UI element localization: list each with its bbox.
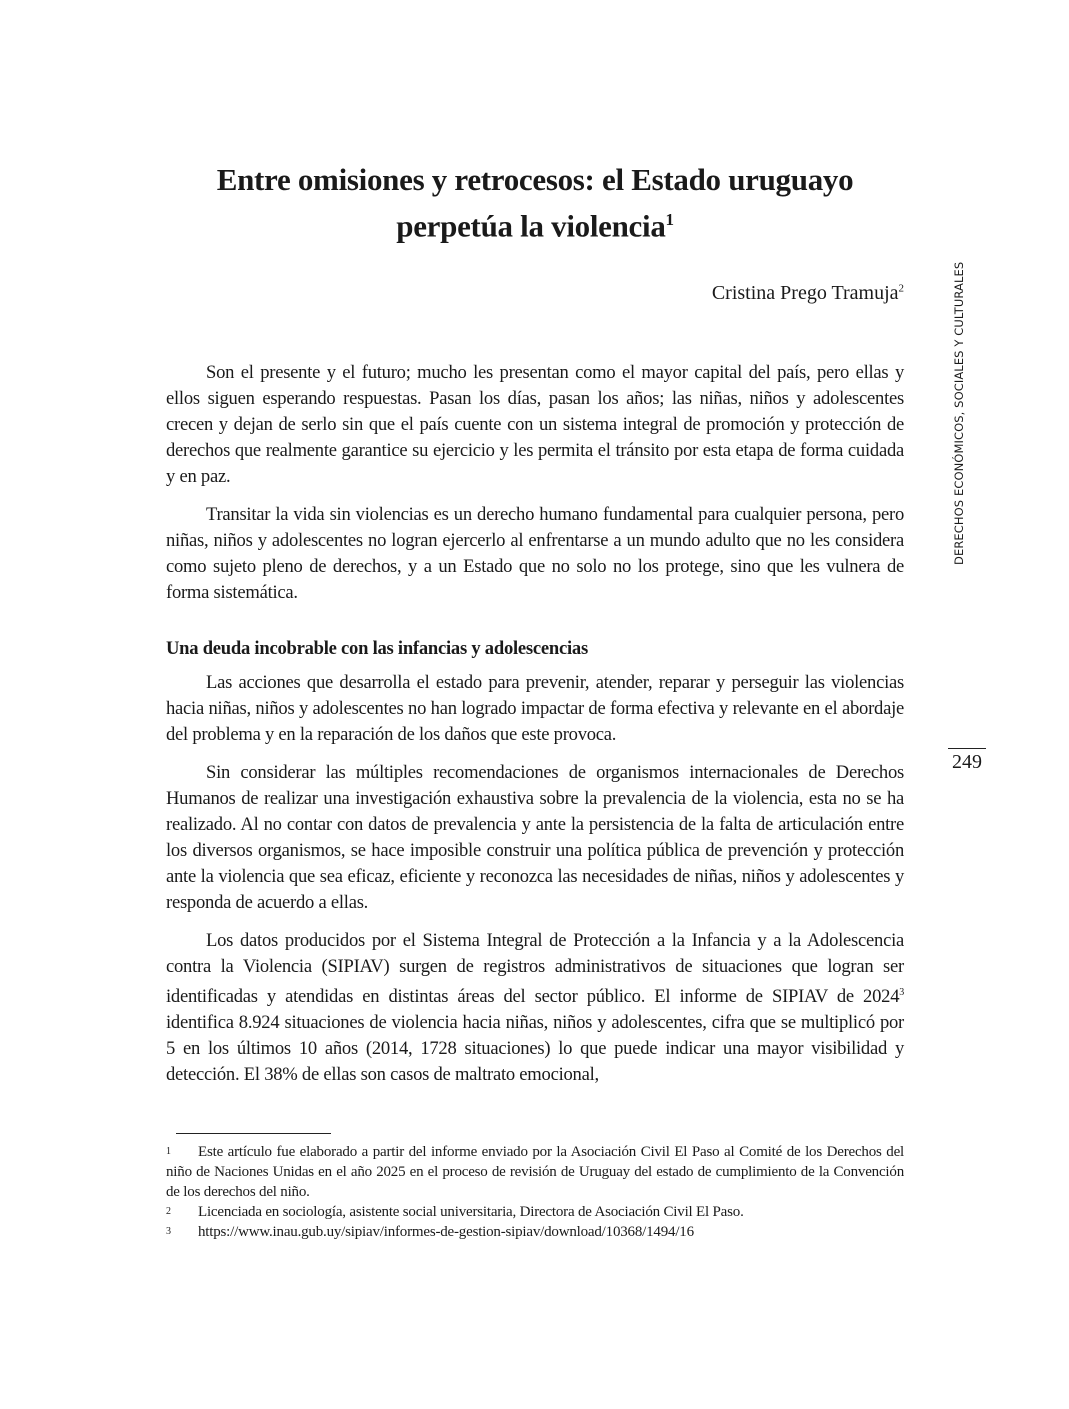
footnote (166, 1202, 904, 1222)
title-line-2: perpetúa la violencia (396, 208, 666, 244)
footnote-text: Este artículo fue elaborado a partir del informe enviado por la Asociación Civil El Paso al Comité de los Derechos del niño de Naciones Unidas en el año 2025 en el proceso de revisión de Uruguay del estado de cumplimiento de la Convención de los derechos del niño. (166, 1144, 904, 1200)
footnote-ref[interactable]: 3 (899, 987, 904, 998)
running-head: DERECHOS ECONÓMICOS, SOCIALES Y CULTURALES (952, 261, 966, 565)
title-line-1: Entre omisiones y retrocesos: el Estado uruguayo (216, 162, 854, 197)
footnote-text: Licenciada en sociología, asistente social universitaria, Directora de Asociación Civil El Paso. (198, 1204, 744, 1220)
paragraph: Transitar la vida sin violencias es un derecho humano fundamental para cualquier persona, pero niñas, niños y adolescentes no logran ejercerlo al enfrentarse a un mundo adulto que no les considera como sujeto pleno de derechos, y a un Estado que no solo no los protege, sino que les vulnera de forma sistemática. (166, 504, 904, 603)
footnote-ref[interactable]: 1 (665, 210, 674, 229)
section-heading: Una deuda incobrable con las infancias y adolescencias (166, 638, 588, 659)
paragraph-text: identifica 8.924 situaciones de violencia hacia niñas, niños y adolescentes, cifra que se multiplicó por 5 en los últimos 10 años (2014, 1728 situaciones) lo que puede indicar una mayor visibilidad y detección. El 38% de ellas son casos de maltrato emocional, (166, 1012, 904, 1086)
footnote (166, 1222, 904, 1242)
footnote-number: 3 (166, 1226, 171, 1237)
footnote-number: 1 (166, 1146, 171, 1157)
paragraph: Son el presente y el futuro; mucho les presentan como el mayor capital del país, pero ellas y ellos siguen esperando respuestas. Pasan los días, pasan los años; las niñas, niños y adolescentes crecen y dejan de serlo sin que el país cuente con un sistema integral de promoción y protección de derechos que realmente garantice su ejercicio y les permita el tránsito por esta etapa de forma cuidada y en paz. (166, 362, 904, 487)
footnote-ref[interactable]: 2 (898, 282, 904, 295)
paragraph: Las acciones que desarrolla el estado para prevenir, atender, reparar y perseguir las violencias hacia niñas, niños y adolescentes no han logrado impactar de forma efectiva y relevante en el abordaje del problema y en la reparación de los daños que este provoca. (166, 672, 904, 745)
footnote (166, 1142, 904, 1202)
paragraph-text: Los datos producidos por el Sistema Integral de Protección a la Infancia y a la Adolescencia contra la Violencia (SIPIAV) surgen de registros administrativos de situaciones que logran ser identificadas y atendidas en distintas áreas del sector público. El informe de SIPIAV de 2024 (166, 930, 904, 1008)
footnotes (166, 1133, 904, 1242)
page-number: 249 (948, 748, 986, 774)
footnote-divider (176, 1133, 331, 1134)
article-body (166, 360, 904, 1100)
paragraph: Sin considerar las múltiples recomendaciones de organismos internacionales de Derechos Humanos de realizar una investigación exhaustiva sobre la prevalencia de la violencia, esta no se ha realizado. Al no contar con datos de prevalencia y ante la persistencia de la falta de articulación entre los diversos organismos, se hace imposible construir una política pública de prevención y protección ante la violencia que sea eficaz, eficiente y reconozca las necesidades de niñas, niños y adolescentes y responda de acuerdo a ellas. (166, 762, 904, 913)
footnote-number: 2 (166, 1206, 171, 1217)
author-name: Cristina Prego Tramuja (711, 282, 899, 304)
paragraph (166, 928, 904, 1088)
article-title (140, 160, 930, 246)
footnote-url[interactable]: https://www.inau.gub.uy/sipiav/informes-de-gestion-sipiav/download/10368/1494/16 (198, 1224, 694, 1240)
author (712, 282, 904, 305)
